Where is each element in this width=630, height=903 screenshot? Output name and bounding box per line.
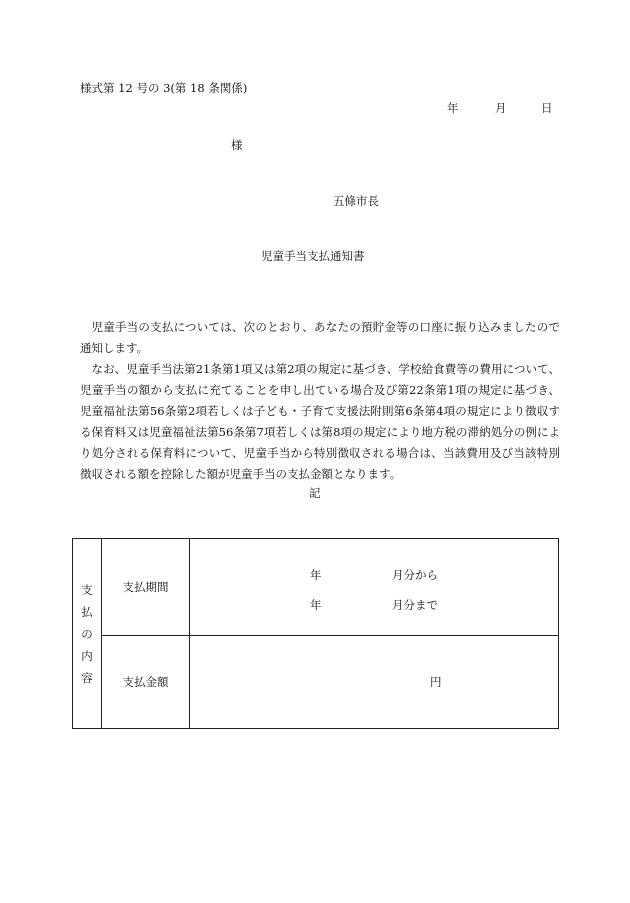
period-from-year: 年 bbox=[310, 568, 322, 582]
amount-cell bbox=[190, 636, 559, 729]
body-text bbox=[80, 317, 560, 485]
form-number: 様式第 12 号の 3(第 18 条関係) bbox=[80, 81, 248, 95]
body-paragraph-2: なお、児童手当法第21条第1項又は第2項の規定に基づき、学校給食費等の費用について、児童手当の額から支払に充てることを申し出ている場合及び第22条第1項の規定に基づき、児童福祉法第56条第2項若しくは子ども・子育て支援法附則第6条第4項の規定により徴収する保育料又は児童福祉法第56条第7項若しくは第8項の規定により地方税の滞納処分の例により処分される保育料について、児童手当から特別徴収される場合は、当該費用及び当該特別徴収される額を控除した額が児童手当の支払金額となります。 bbox=[80, 362, 560, 481]
period-to-year: 年 bbox=[310, 598, 322, 612]
period-from-month: 月分から bbox=[392, 568, 438, 582]
side-char: 払 bbox=[81, 604, 93, 619]
date-day-label: 日 bbox=[541, 101, 553, 115]
side-char: の bbox=[81, 626, 93, 641]
document-title: 児童手当支払通知書 bbox=[261, 249, 365, 263]
date-year-label: 年 bbox=[447, 101, 459, 115]
payment-content-side-label bbox=[73, 539, 102, 729]
period-label: 支払期間 bbox=[102, 539, 190, 636]
amount-label: 支払金額 bbox=[102, 636, 190, 729]
recipient-suffix: 様 bbox=[231, 138, 243, 152]
date-month-label: 月 bbox=[495, 101, 507, 115]
issuer: 五條市長 bbox=[333, 194, 379, 208]
payment-detail-table bbox=[72, 538, 559, 729]
amount-unit: 円 bbox=[430, 675, 442, 689]
body-paragraph-1: 児童手当の支払については、次のとおり、あなたの預貯金等の口座に振り込みましたので通知します。 bbox=[80, 320, 560, 355]
ki-heading: 記 bbox=[309, 486, 321, 500]
period-to-month: 月分まで bbox=[392, 598, 438, 612]
side-char: 支 bbox=[81, 582, 93, 597]
period-cell bbox=[190, 539, 559, 636]
side-char: 内 bbox=[81, 648, 93, 663]
side-char: 容 bbox=[81, 670, 93, 685]
